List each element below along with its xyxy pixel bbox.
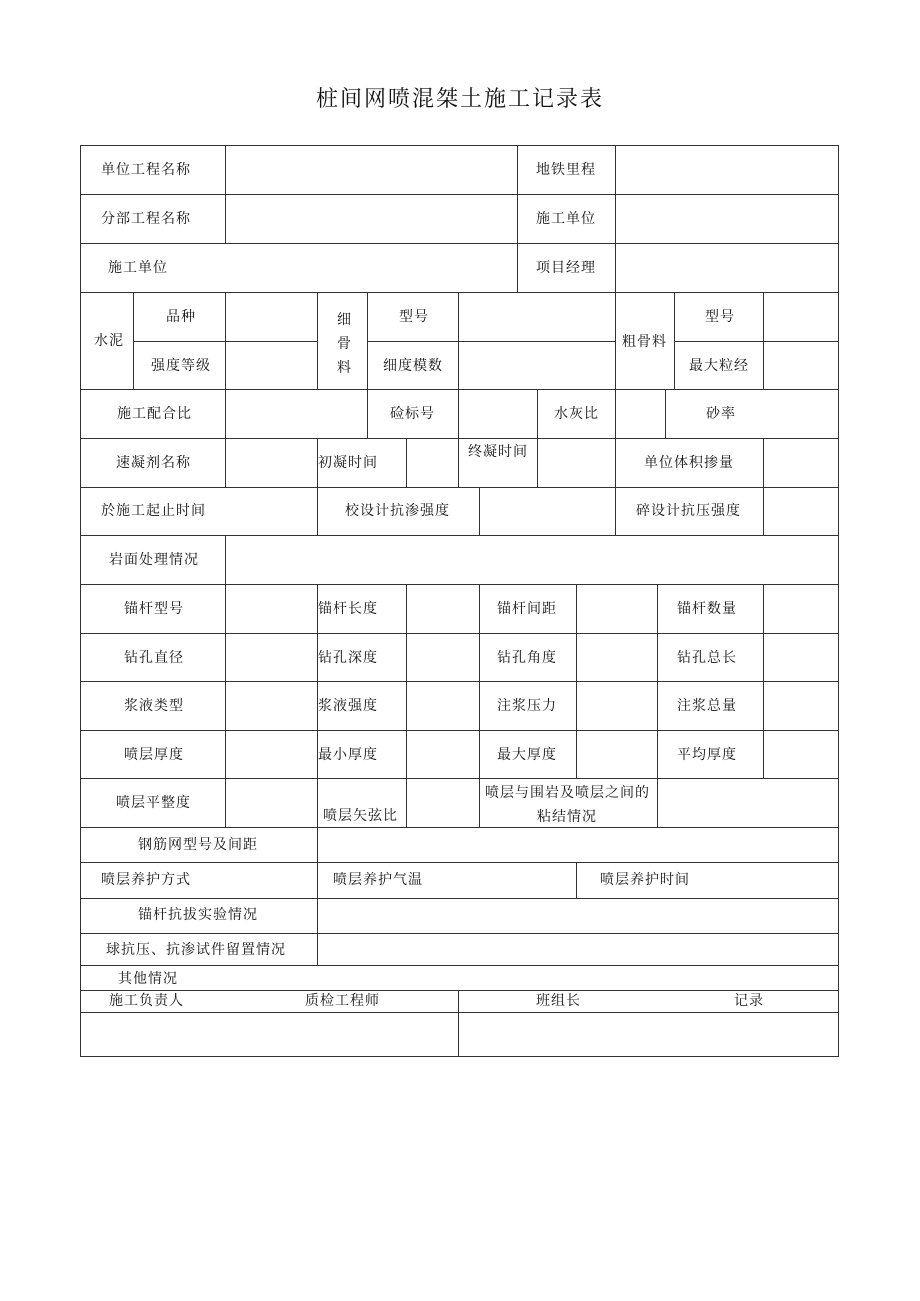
spray-flatness-label: 喷层平整度 — [116, 795, 191, 811]
row-divider — [81, 584, 838, 585]
row-divider — [81, 535, 838, 536]
record-form-table — [80, 145, 839, 1057]
fine-model-label: 型号 — [399, 309, 429, 325]
anchor-pullout-label: 锚杆抗拔实验情况 — [138, 907, 258, 923]
construction-lead-label: 施工负责人 — [109, 993, 184, 1009]
unit-dosage-label: 单位体积掺量 — [644, 455, 734, 471]
construction-unit-label: 施工单位 — [108, 260, 168, 276]
mesh-model-label: 钢筋网型号及间距 — [138, 837, 258, 853]
cement-variety-label: 品种 — [166, 309, 196, 325]
row-divider — [81, 1012, 838, 1013]
col-divider — [517, 146, 518, 292]
construction-unit-label: 施工单位 — [536, 211, 596, 227]
anchor-count-label: 锚杆数量 — [677, 601, 737, 617]
rock-surface-label: 岩面处理情况 — [109, 552, 199, 568]
max-thickness-label: 最大厚度 — [497, 747, 557, 763]
row-divider — [81, 862, 838, 863]
col-divider — [537, 438, 538, 487]
row-divider — [81, 292, 838, 293]
col-divider — [615, 389, 616, 438]
grout-type-label: 浆液类型 — [124, 698, 184, 714]
col-divider — [763, 487, 764, 535]
col-divider — [225, 438, 226, 487]
col-divider — [225, 146, 226, 243]
col-divider — [657, 584, 658, 827]
sub-project-name-label: 分部工程名称 — [101, 211, 191, 227]
col-divider — [317, 827, 318, 862]
col-divider — [479, 487, 480, 535]
row-divider — [81, 389, 838, 390]
accelerator-name-label: 速凝剂名称 — [116, 455, 191, 471]
page-title: 桩间网喷混桀土施工记录表 — [315, 87, 604, 112]
col-divider — [406, 438, 407, 487]
spray-sag-ratio-label: 喷层矢弦比 — [323, 808, 398, 824]
row-divider — [81, 827, 838, 828]
col-divider — [225, 535, 226, 584]
curing-time-label: 喷层养护时间 — [600, 872, 690, 888]
col-divider — [615, 438, 616, 487]
project-manager-label: 项目经理 — [536, 260, 596, 276]
row-divider — [81, 933, 838, 934]
col-divider — [665, 389, 666, 438]
cement-strength-label: 强度等级 — [151, 358, 211, 374]
col-divider — [674, 292, 675, 389]
fine-aggregate-label: 料 — [337, 360, 352, 376]
hole-angle-label: 钻孔角度 — [497, 650, 557, 666]
avg-thickness-label: 平均厚度 — [677, 747, 737, 763]
row-divider — [81, 194, 838, 195]
initial-set-label: 初凝时间 — [318, 455, 378, 471]
fineness-modulus-label: 细度模数 — [383, 358, 443, 374]
anchor-spacing-label: 锚杆间距 — [497, 601, 557, 617]
col-divider — [458, 990, 459, 1056]
concrete-grade-label: 硷标号 — [390, 406, 435, 422]
min-thickness-label: 最小厚度 — [318, 747, 378, 763]
col-divider — [458, 438, 459, 487]
start-end-time-label: 於施工起止时间 — [101, 503, 206, 519]
anchor-length-label: 锚杆长度 — [318, 601, 378, 617]
col-divider — [317, 898, 318, 965]
metro-mileage-label: 地铁里程 — [536, 162, 596, 178]
row-divider — [81, 633, 838, 634]
row-divider — [81, 990, 838, 991]
col-divider — [615, 146, 616, 292]
grout-pressure-label: 注浆压力 — [497, 698, 557, 714]
coarse-aggregate-label: 粗骨料 — [622, 334, 667, 350]
mix-ratio-label: 施工配合比 — [117, 406, 192, 422]
hole-depth-label: 钻孔深度 — [318, 650, 378, 666]
grout-strength-label: 浆液强度 — [318, 698, 378, 714]
qc-engineer-label: 质检工程师 — [305, 993, 380, 1009]
sand-ratio-label: 砂率 — [706, 406, 736, 422]
col-divider — [576, 862, 577, 898]
bond-condition-label: 粘结情况 — [537, 809, 597, 825]
bond-condition-label: 喷层与围岩及喷层之间的 — [485, 785, 650, 801]
unit-project-name-label: 单位工程名称 — [101, 162, 191, 178]
col-divider — [763, 438, 764, 487]
curing-temp-label: 喷层养护气温 — [333, 872, 423, 888]
hole-diameter-label: 钻孔直径 — [124, 650, 184, 666]
row-divider — [81, 730, 838, 731]
col-divider — [576, 584, 577, 778]
col-divider — [406, 584, 407, 827]
col-divider — [479, 584, 480, 827]
row-divider — [81, 681, 838, 682]
row-divider — [81, 438, 838, 439]
fine-aggregate-label: 骨 — [337, 336, 352, 352]
design-compressive-label: 碎设计抗压强度 — [636, 503, 741, 519]
row-divider — [81, 778, 838, 779]
grout-total-label: 注浆总量 — [677, 698, 737, 714]
col-divider — [317, 292, 318, 389]
col-divider — [317, 487, 318, 535]
col-divider — [458, 389, 459, 438]
row-divider — [81, 898, 838, 899]
col-divider — [225, 584, 226, 827]
col-divider — [458, 292, 459, 389]
row-divider — [674, 341, 838, 342]
curing-method-label: 喷层养护方式 — [101, 872, 191, 888]
col-divider — [133, 292, 134, 389]
col-divider — [225, 389, 226, 438]
col-divider — [537, 389, 538, 438]
spray-thickness-label: 喷层厚度 — [124, 747, 184, 763]
row-divider — [367, 341, 615, 342]
final-set-label: 终凝时间 — [468, 444, 528, 460]
row-divider — [81, 487, 838, 488]
col-divider — [225, 292, 226, 389]
team-leader-label: 班组长 — [536, 993, 581, 1009]
design-impermeability-label: 校设计抗渗强度 — [345, 503, 450, 519]
col-divider — [615, 487, 616, 535]
row-divider — [81, 243, 838, 244]
hole-total-length-label: 钻孔总长 — [677, 650, 737, 666]
col-divider — [367, 292, 368, 438]
cement-label: 水泥 — [94, 333, 124, 349]
col-divider — [763, 292, 764, 389]
row-divider — [81, 965, 838, 966]
wc-ratio-label: 水灰比 — [554, 406, 599, 422]
col-divider — [615, 292, 616, 389]
recorder-label: 记录 — [734, 993, 764, 1009]
specimen-retention-label: 球抗压、抗渗试件留置情况 — [106, 942, 286, 958]
coarse-model-label: 型号 — [705, 309, 735, 325]
fine-aggregate-label: 细 — [337, 312, 352, 328]
anchor-model-label: 锚杆型号 — [124, 601, 184, 617]
col-divider — [763, 584, 764, 778]
col-divider — [317, 862, 318, 898]
max-grain-label: 最大粒经 — [689, 358, 749, 374]
other-label: 其他情况 — [118, 971, 178, 987]
